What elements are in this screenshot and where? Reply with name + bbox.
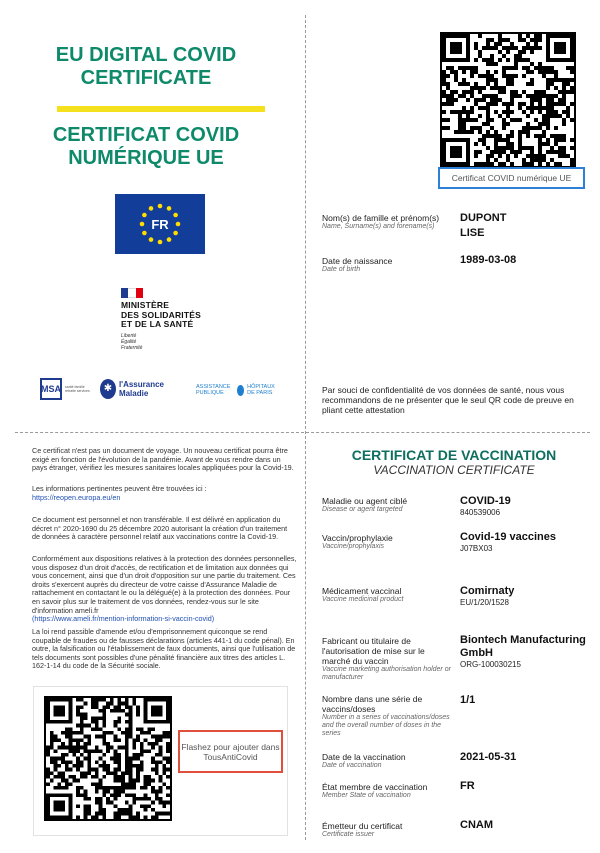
privacy-note: Par souci de confidentialité de vos données de santé, nous vous recommandons de ne présenter que le seul QR code de preuve en pliant cette attestation — [322, 385, 574, 415]
holder-name-value — [460, 212, 580, 240]
vac-row-value: CNAM — [460, 819, 493, 831]
aphp-heart-icon — [237, 385, 244, 396]
vac-row-value: COVID-19 840539006 — [460, 495, 511, 517]
holder-surname: DUPONT — [460, 212, 507, 224]
vac-row-value: 2021-05-31 — [460, 751, 517, 763]
info-relevant: Les informations pertinentes peuvent être trouvées ici : https://reopen.europa.eu/en — [32, 485, 297, 502]
vac-row-value: 1/1 — [460, 694, 476, 706]
ministry-logo — [121, 288, 271, 351]
ministry-name: MINISTÈRE DES SOLIDARITÉS ET DE LA SANTÉ — [121, 300, 201, 329]
qr-code-top — [440, 32, 576, 168]
aphp-logo: ASSISTANCE PUBLIQUE HÔPITAUX DE PARIS — [196, 383, 275, 396]
vac-row-value: FR — [460, 780, 475, 792]
vertical-fold-line — [305, 15, 306, 840]
holder-name-label: Nom(s) de famille et prénom(s) — [322, 213, 440, 223]
marianne-icon — [121, 288, 143, 298]
title-fr: CERTIFICAT COVID NUMÉRIQUE UE — [52, 124, 240, 169]
horizontal-fold-line — [15, 432, 590, 433]
info-law: La loi rend passible d'amende et/ou d'emprisonnement quiconque se rend coupable de fraudes ou de fausses déclarations (articles 441-1 du code pénal). En outre, la falsification ou l'établissement de faux documents, ainsi que l'utilisation de tels documents sont possibles d'une pénalité financière aux titres des articles L. 162-1-14 du code de la Sécurité sociale. — [32, 627, 296, 671]
flag-country-code: FR — [151, 216, 169, 232]
vac-row-value: Comirnaty EU/1/20/1528 — [460, 585, 515, 607]
ameli-link[interactable]: (https://www.ameli.fr/mention-information-si-vaccin-covid) — [32, 614, 215, 624]
info-travel: Ce certificat n'est pas un document de voyage. Un nouveau certificat pourra être exigé en fonction de l'évolution de la pandémie. Avant de vous rendre dans un pays étranger, vérifiez les mesures sanitaires locales appliquées pour la Covid-19. — [32, 446, 294, 473]
vac-row-label: Date de la vaccination Date of vaccination — [322, 752, 406, 769]
qr-caption: Certificat COVID numérique UE — [438, 167, 585, 189]
title-en: EU DIGITAL COVID CERTIFICATE — [55, 44, 237, 89]
vaccination-title — [320, 447, 588, 478]
reopen-link[interactable]: https://reopen.europa.eu/en — [32, 492, 121, 502]
vac-row-value: Biontech Manufacturing GmbH ORG-100030215 — [460, 634, 586, 669]
vaccination-title-en: VACCINATION CERTIFICATE — [373, 463, 535, 477]
info-personal: Ce document est personnel et non transférable. Il est délivré en application du décret n° 2020-1690 du 25 décembre 2020 autorisant la création d'un traitement de données à caractère personnel relatif aux vaccinations contre la Covid-19. — [32, 515, 288, 542]
assurance-maladie-logo: ✱ l'Assurance Maladie — [100, 376, 180, 402]
info-gdpr: Conformément aux dispositions relatives à la protection des données personnelles, vous disposez d'un droit d'accès, de rectification et de limitation aux données qui vous concernent, ainsi que d'un droit d'opposition sur une partie du traitement. Ces droits s'exercent auprès du directeur de votre caisse d'Assurance Maladie de rattachement en contactant le ou la délégué(e) à la protection des données. Pour en savoir plus sur le traitement de vos données, rendez-vous sur le site d'information ameli.fr (https://www.ameli.fr/mention-information-si-vaccin-covid) — [32, 554, 297, 624]
vac-row-label: État membre de vaccination Member State of vaccination — [322, 782, 428, 799]
eu-flag — [115, 194, 205, 254]
dob-sub: Date of birth — [322, 266, 361, 273]
vac-row-value: Covid-19 vaccines J07BX03 — [460, 531, 556, 553]
ministry-motto: Liberté Égalité Fraternité — [121, 332, 143, 351]
holder-forename: LISE — [460, 227, 485, 239]
assurance-maladie-icon: ✱ — [100, 379, 116, 399]
vac-row-label: Fabricant ou titulaire de l'autorisation de mise sur le marché du vaccin Vaccine marketing authorisation holder or manufacturer — [322, 636, 451, 681]
dob-value: 1989-03-08 — [460, 254, 517, 266]
vac-row-label: Vaccin/prophylaxie Vaccine/prophylaxis — [322, 533, 393, 550]
holder-name-label-block — [322, 213, 452, 231]
vac-row-label: Médicament vaccinal Vaccine medicinal product — [322, 586, 404, 603]
vac-row-label: Maladie ou agent ciblé Disease or agent targeted — [322, 496, 408, 513]
msa-logo: MSA santé famille retraite services — [40, 378, 94, 400]
flashez-note: Flashez pour ajouter dans TousAntiCovid — [178, 730, 283, 773]
holder-name-sub: Name, Surname(s) and forename(s) — [322, 223, 435, 230]
qr-code-bottom — [44, 696, 172, 821]
vac-row-label: Émetteur du certificat Certificate issuer — [322, 821, 403, 838]
yellow-divider — [57, 106, 265, 112]
dob-label-block — [322, 256, 452, 274]
vaccination-title-fr: CERTIFICAT DE VACCINATION — [351, 447, 557, 463]
dob-label: Date de naissance — [322, 256, 393, 266]
vac-row-label: Nombre dans une série de vaccins/doses Number in a series of vaccinations/doses and the overall number of doses in the series — [322, 694, 450, 737]
